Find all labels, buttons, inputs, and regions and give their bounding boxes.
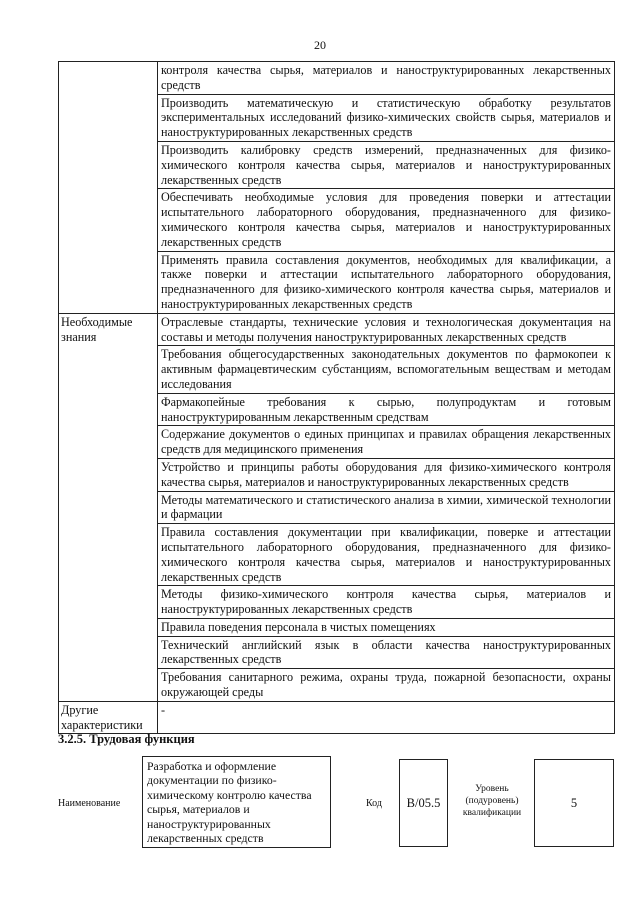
table-row xyxy=(59,313,615,346)
row-item: Производить математическую и статистическую обработку результатов экспериментальных исследований физико-химических свойств сырья, материалов и наноструктурированных лекарственных средств xyxy=(158,94,615,141)
table-row xyxy=(59,701,615,734)
function-name-box: Разработка и оформление документации по физико-химическому контролю качества сырья, материалов и наноструктурированных лекарственных средств xyxy=(142,756,331,848)
row-item: Технический английский язык в области качества наноструктурированных лекарственных средств xyxy=(158,636,615,669)
row-item: Применять правила составления документов, необходимых для квалификации, а также поверки и аттестации испытательного лабораторного оборудования, предназначенного для физико-химического контроля качества сырья, материалов и наноструктурированных лекарственных средств xyxy=(158,251,615,313)
skills-table xyxy=(58,61,615,734)
row-item: Устройство и принципы работы оборудования для физико-химического контроля качества сырья, материалов и наноструктурированных лекарственных средств xyxy=(158,458,615,491)
row-item: Фармакопейные требования к сырью, полупродуктам и готовым наноструктурированным лекарственным средствам xyxy=(158,393,615,426)
table-row xyxy=(59,62,615,95)
row-item: Методы физико-химического контроля качества сырья, материалов и наноструктурированных лекарственных средств xyxy=(158,586,615,619)
name-label: Наименование xyxy=(58,798,121,809)
row-item: Отраслевые стандарты, технические условия и технологическая документация на составы и методы получения наноструктурированных лекарственных средств xyxy=(158,313,615,346)
row-item: Правила поведения персонала в чистых помещениях xyxy=(158,618,615,636)
row-item: контроля качества сырья, материалов и наноструктурированных лекарственных средств xyxy=(158,62,615,95)
row-item: Содержание документов о единых принципах и правилах обращения лекарственных средств для медицинского применения xyxy=(158,426,615,459)
row-item: - xyxy=(158,701,615,734)
row-label: Другие характеристики xyxy=(59,701,158,734)
row-item: Обеспечивать необходимые условия для проведения поверки и аттестации испытательного лабораторного оборудования, предназначенного для физико-химического контроля качества сырья, материалов и наноструктурированных лекарственных средств xyxy=(158,189,615,251)
page-number: 20 xyxy=(314,38,326,52)
row-item: Методы математического и статистического анализа в химии, химической технологии и фармации xyxy=(158,491,615,524)
section-heading: 3.2.5. Трудовая функция xyxy=(58,732,195,746)
code-label: Код xyxy=(366,798,382,809)
code-box: В/05.5 xyxy=(399,759,448,847)
row-label xyxy=(59,62,158,314)
row-item: Правила составления документации при квалификации, поверке и аттестации испытательного лабораторного оборудования, предназначенного для физико-химического контроля качества сырья, материалов и наноструктурированных лекарственных средств xyxy=(158,524,615,586)
row-item: Требования санитарного режима, охраны труда, пожарной безопасности, охраны окружающей среды xyxy=(158,669,615,702)
row-item: Требования общегосударственных законодательных документов по фармокопеи к активным фармацевтическим субстанциям, вспомогательным веществам и методам исследования xyxy=(158,346,615,393)
level-box: 5 xyxy=(534,759,614,847)
level-label: Уровень (подуровень) квалификации xyxy=(462,784,522,818)
row-item: Производить калибровку средств измерений, предназначенных для физико-химического контроля качества сырья, материалов и наноструктурированных лекарственных средств xyxy=(158,141,615,188)
row-label: Необходимые знания xyxy=(59,313,158,701)
